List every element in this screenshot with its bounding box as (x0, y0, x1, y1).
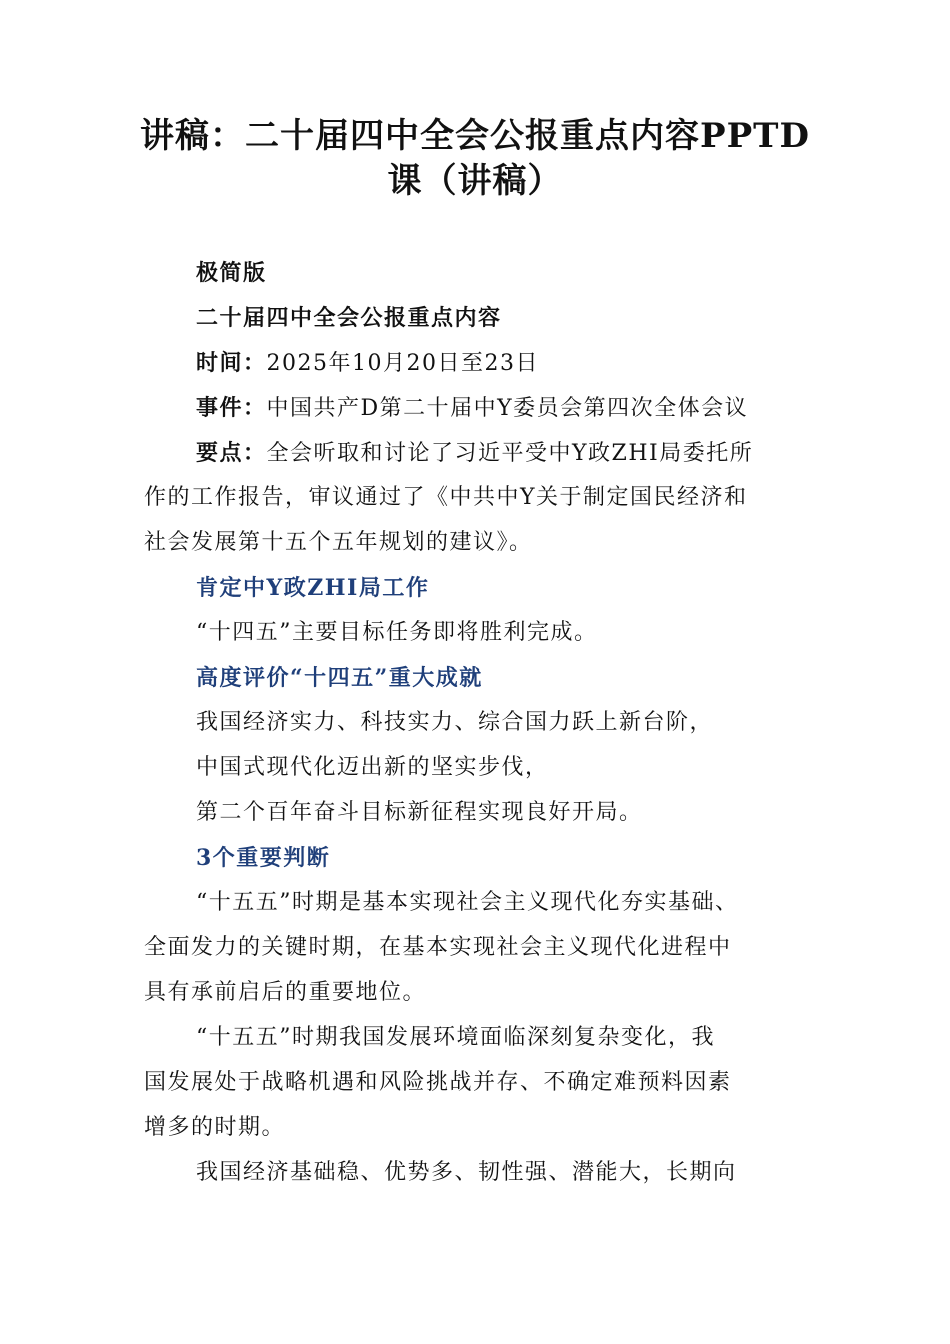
version-label: 极简版 (196, 260, 267, 286)
judgment-1-line-3: 具有承前启后的重要地位。 (144, 980, 427, 1005)
document-subtitle: 二十届四中全会公报重点内容 (196, 305, 502, 331)
time-label: 时间： (196, 350, 267, 376)
keypoint-text-line-2: 作的工作报告，审议通过了《中共中Y关于制定国民经济和 (144, 485, 748, 510)
document-title-line-2: 课（讲稿） (387, 161, 563, 201)
event-row (196, 393, 748, 424)
achievements-line-1: 我国经济实力、科技实力、综合国力跃上新台阶， (196, 710, 714, 735)
keypoint-text-line-1: 全会听取和讨论了习近平受中Y政ZHI局委托所 (266, 441, 754, 466)
section-text-affirm-work: “十四五”主要目标任务即将胜利完成。 (196, 620, 598, 645)
section-heading-judgments: 3个重要判断 (196, 845, 331, 871)
section-heading-achievements: 高度评价“十四五”重大成就 (196, 665, 483, 691)
document-title-line-1: 讲稿：二十届四中全会公报重点内容PPTD (140, 116, 810, 156)
keypoint-label: 要点： (196, 440, 267, 466)
time-row (196, 348, 539, 379)
judgment-3-line-1: 我国经济基础稳、优势多、韧性强、潜能大，长期向 (196, 1160, 737, 1185)
time-value: 2025年10月20日至23日 (266, 351, 539, 376)
achievements-line-3: 第二个百年奋斗目标新征程实现良好开局。 (196, 800, 643, 825)
judgment-2-line-2: 国发展处于战略机遇和风险挑战并存、不确定难预料因素 (144, 1070, 732, 1095)
judgment-1-line-2: 全面发力的关键时期，在基本实现社会主义现代化进程中 (144, 935, 732, 960)
keypoint-row (196, 438, 753, 469)
achievements-line-2: 中国式现代化迈出新的坚实步伐， (196, 755, 549, 780)
event-value: 中国共产D第二十届中Y委员会第四次全体会议 (266, 396, 749, 421)
section-heading-affirm-work: 肯定中Y政ZHI局工作 (196, 575, 430, 601)
event-label: 事件： (196, 395, 267, 421)
judgment-2-line-3: 增多的时期。 (144, 1115, 286, 1140)
judgment-1-line-1: “十五五”时期是基本实现社会主义现代化夯实基础、 (196, 890, 739, 915)
judgment-2-line-1: “十五五”时期我国发展环境面临深刻复杂变化，我 (196, 1025, 715, 1050)
keypoint-text-line-3: 社会发展第十五个五年规划的建议》。 (144, 530, 533, 555)
